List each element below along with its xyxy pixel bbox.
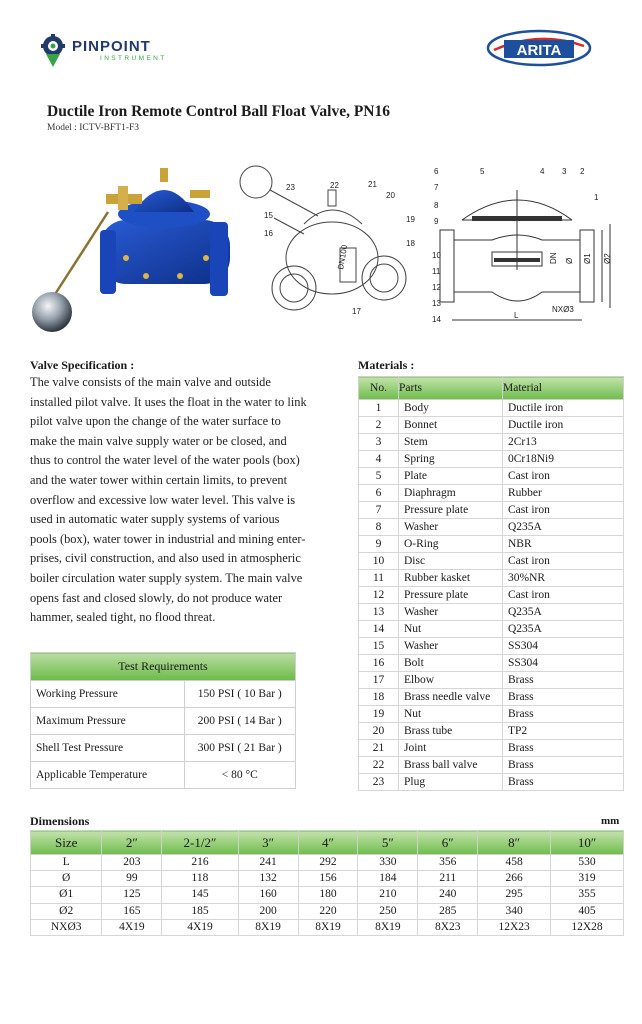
material-no: 3 [359, 434, 399, 451]
callout-4: 4 [540, 167, 545, 176]
material-name: NBR [503, 536, 624, 553]
dim-value: 8X19 [298, 919, 358, 935]
material-part: Brass needle valve [399, 689, 503, 706]
table-row [359, 655, 624, 672]
dim-label: Ø1 [31, 887, 102, 903]
spec-line: used in automatic water supply systems of various [30, 512, 280, 527]
page-title: Ductile Iron Remote Control Ball Float Valve, PN16 [47, 103, 390, 120]
material-no: 6 [359, 485, 399, 502]
dim-value: 125 [102, 887, 162, 903]
material-name: Cast iron [503, 553, 624, 570]
dim-value: 165 [102, 903, 162, 919]
dim-value: 405 [551, 903, 624, 919]
material-part: Pressure plate [399, 502, 503, 519]
dim-value: 292 [298, 855, 358, 871]
table-row [359, 774, 624, 791]
callout-14: 14 [432, 315, 441, 324]
test-value: 200 PSI ( 14 Bar ) [184, 708, 296, 735]
dim-value: 330 [358, 855, 418, 871]
material-no: 19 [359, 706, 399, 723]
dim-value: 530 [551, 855, 624, 871]
table-row [359, 400, 624, 417]
table-row [31, 855, 624, 871]
brand-name: PINPOINT [72, 38, 151, 55]
dim-label: NXØ3 [31, 919, 102, 935]
callout-19: 19 [406, 215, 415, 224]
callout-6: 6 [434, 167, 439, 176]
spec-line: hammer, sealed tight, no flood threat. [30, 610, 216, 625]
callout-8: 8 [434, 201, 439, 210]
spec-line: pilot valve upon the change of the water surface to [30, 414, 281, 429]
callout-17: 17 [352, 307, 361, 316]
material-no: 20 [359, 723, 399, 740]
table-row [359, 638, 624, 655]
table-row [359, 587, 624, 604]
table-row [31, 735, 296, 762]
material-name: Brass [503, 757, 624, 774]
material-name: Rubber [503, 485, 624, 502]
material-name: SS304 [503, 655, 624, 672]
table-row [359, 706, 624, 723]
material-part: Washer [399, 604, 503, 621]
callout-10: 10 [432, 251, 441, 260]
material-name: Brass [503, 774, 624, 791]
dim-diameter-1: Ø1 [583, 253, 592, 264]
dim-value: 184 [358, 871, 418, 887]
col-size-value: 4″ [298, 831, 358, 855]
spec-line: thus to control the water level of the water pools (box) [30, 453, 300, 468]
material-part: Rubber kasket [399, 570, 503, 587]
spec-line: make the main valve supply water or be closed, and [30, 433, 287, 448]
callout-15: 15 [264, 211, 273, 220]
material-name: Cast iron [503, 502, 624, 519]
table-row [359, 485, 624, 502]
dim-value: 220 [298, 903, 358, 919]
dim-diameter: Ø [565, 257, 574, 264]
table-row [359, 757, 624, 774]
callout-18: 18 [406, 239, 415, 248]
dim-value: 156 [298, 871, 358, 887]
material-no: 12 [359, 587, 399, 604]
table-row [31, 903, 624, 919]
col-size-value: 5″ [358, 831, 418, 855]
table-row [31, 871, 624, 887]
callout-13: 13 [432, 299, 441, 308]
material-name: SS304 [503, 638, 624, 655]
material-part: Brass tube [399, 723, 503, 740]
table-row [359, 604, 624, 621]
dim-value: 200 [238, 903, 298, 919]
material-part: Nut [399, 706, 503, 723]
dim-value: 458 [478, 855, 551, 871]
dim-value: 99 [102, 871, 162, 887]
material-no: 23 [359, 774, 399, 791]
dim-value: 210 [358, 887, 418, 903]
pinpoint-logo [40, 34, 167, 68]
material-no: 8 [359, 519, 399, 536]
callout-20: 20 [386, 191, 395, 200]
material-no: 10 [359, 553, 399, 570]
dim-value: 12X23 [478, 919, 551, 935]
material-name: Brass [503, 740, 624, 757]
material-no: 9 [359, 536, 399, 553]
dim-dn: DN [549, 252, 558, 264]
table-row [359, 689, 624, 706]
material-name: 30%NR [503, 570, 624, 587]
dim-value: 356 [418, 855, 478, 871]
dim-diameter-2: Ø2 [603, 253, 612, 264]
material-name: Brass [503, 689, 624, 706]
spec-line: overflow and excessive low water level. This valve is [30, 492, 296, 507]
material-name: Cast iron [503, 468, 624, 485]
material-part: Diaphragm [399, 485, 503, 502]
material-part: Nut [399, 621, 503, 638]
gear-pin-icon [40, 34, 66, 68]
table-row [359, 451, 624, 468]
material-no: 14 [359, 621, 399, 638]
material-part: Elbow [399, 672, 503, 689]
table-row [359, 434, 624, 451]
dim-value: 285 [418, 903, 478, 919]
col-parts: Parts [399, 377, 503, 400]
material-no: 21 [359, 740, 399, 757]
dim-value: 241 [238, 855, 298, 871]
test-value: 300 PSI ( 21 Bar ) [184, 735, 296, 762]
material-no: 18 [359, 689, 399, 706]
callout-1: 1 [594, 193, 599, 202]
dim-value: 355 [551, 887, 624, 903]
dim-label: Ø [31, 871, 102, 887]
material-no: 17 [359, 672, 399, 689]
dim-value: 211 [418, 871, 478, 887]
col-size-value: 10″ [551, 831, 624, 855]
dim-bolt-holes: NXØ3 [552, 305, 574, 314]
dim-label: Ø2 [31, 903, 102, 919]
assembly-drawing [234, 160, 420, 340]
callout-22: 22 [330, 181, 339, 190]
material-part: Plug [399, 774, 503, 791]
table-row [359, 723, 624, 740]
callout-7: 7 [434, 183, 439, 192]
test-label: Shell Test Pressure [31, 735, 185, 762]
material-no: 2 [359, 417, 399, 434]
brand-sub: INSTRUMENT [100, 55, 167, 62]
table-row [31, 887, 624, 903]
col-size: Size [31, 831, 102, 855]
table-row [359, 621, 624, 638]
spec-line: opens fast and closed slowly, do not produce water [30, 590, 283, 605]
material-name: 2Cr13 [503, 434, 624, 451]
material-name: Q235A [503, 621, 624, 638]
materials-table [358, 376, 624, 791]
material-no: 7 [359, 502, 399, 519]
dim-value: 12X28 [551, 919, 624, 935]
dim-value: 8X19 [358, 919, 418, 935]
col-size-value: 8″ [478, 831, 551, 855]
callout-16: 16 [264, 229, 273, 238]
callout-21: 21 [368, 180, 377, 189]
table-row [359, 536, 624, 553]
material-name: TP2 [503, 723, 624, 740]
test-label: Maximum Pressure [31, 708, 185, 735]
dim-value: 319 [551, 871, 624, 887]
col-size-value: 2-1/2″ [162, 831, 238, 855]
spec-line: installed pilot valve. It uses the float in the water to link [30, 394, 307, 409]
material-name: 0Cr18Ni9 [503, 451, 624, 468]
spec-line: prises, civil construction, and also used in atmospheric [30, 551, 301, 566]
material-name: Cast iron [503, 587, 624, 604]
col-size-value: 2″ [102, 831, 162, 855]
spec-line: pools (box), water tower in industrial and mining enter- [30, 531, 306, 546]
dim-value: 118 [162, 871, 238, 887]
dim-value: 4X19 [102, 919, 162, 935]
material-part: Bonnet [399, 417, 503, 434]
spec-text [30, 373, 340, 628]
dim-value: 250 [358, 903, 418, 919]
table-row [359, 740, 624, 757]
material-part: Stem [399, 434, 503, 451]
dim-value: 266 [478, 871, 551, 887]
material-part: Joint [399, 740, 503, 757]
table-row [359, 672, 624, 689]
section-drawing [422, 160, 622, 332]
material-part: O-Ring [399, 536, 503, 553]
table-row [31, 681, 296, 708]
dimensions-heading: Dimensions [30, 814, 90, 828]
table-row [359, 502, 624, 519]
dimensions-unit: mm [601, 815, 620, 827]
dim-value: 8X19 [238, 919, 298, 935]
callout-3: 3 [562, 167, 567, 176]
dim-value: 295 [478, 887, 551, 903]
material-no: 22 [359, 757, 399, 774]
callout-23: 23 [286, 183, 295, 192]
dim-value: 340 [478, 903, 551, 919]
material-name: Ductile iron [503, 417, 624, 434]
table-row [31, 919, 624, 935]
col-size-value: 6″ [418, 831, 478, 855]
spec-line: and the water tower within certain limits, to prevent [30, 472, 288, 487]
materials-heading: Materials : [358, 358, 415, 372]
material-name: Q235A [503, 604, 624, 621]
material-part: Body [399, 400, 503, 417]
material-no: 13 [359, 604, 399, 621]
arita-logo [486, 28, 592, 68]
material-no: 4 [359, 451, 399, 468]
dim-value: 185 [162, 903, 238, 919]
table-row [359, 468, 624, 485]
material-part: Washer [399, 638, 503, 655]
material-part: Bolt [399, 655, 503, 672]
dim-label: L [31, 855, 102, 871]
callout-11: 11 [432, 267, 441, 276]
test-label: Applicable Temperature [31, 762, 185, 789]
arita-logo-text: ARITA [516, 42, 562, 59]
material-part: Washer [399, 519, 503, 536]
material-part: Plate [399, 468, 503, 485]
model-number: Model : ICTV-BFT1-F3 [47, 123, 140, 133]
dim-value: 132 [238, 871, 298, 887]
test-value: < 80 °C [184, 762, 296, 789]
dim-length: L [514, 311, 519, 320]
material-part: Disc [399, 553, 503, 570]
col-size-value: 3″ [238, 831, 298, 855]
material-name: Brass [503, 706, 624, 723]
dim-value: 8X23 [418, 919, 478, 935]
dim-value: 216 [162, 855, 238, 871]
table-row [359, 553, 624, 570]
material-name: Brass [503, 672, 624, 689]
spec-heading: Valve Specification : [30, 358, 135, 372]
callout-12: 12 [432, 283, 441, 292]
callout-9: 9 [434, 217, 439, 226]
material-no: 16 [359, 655, 399, 672]
dim-value: 240 [418, 887, 478, 903]
table-row [359, 570, 624, 587]
material-part: Spring [399, 451, 503, 468]
material-part: Pressure plate [399, 587, 503, 604]
valve-photo [30, 160, 240, 350]
dimensions-table [30, 830, 624, 936]
callout-5: 5 [480, 167, 485, 176]
material-no: 11 [359, 570, 399, 587]
material-no: 1 [359, 400, 399, 417]
dim-value: 4X19 [162, 919, 238, 935]
table-row [359, 519, 624, 536]
material-part: Brass ball valve [399, 757, 503, 774]
table-row [359, 417, 624, 434]
spec-line: boiler circulation water supply system. The main valve [30, 570, 303, 585]
material-name: Q235A [503, 519, 624, 536]
test-value: 150 PSI ( 10 Bar ) [184, 681, 296, 708]
table-row [31, 708, 296, 735]
test-heading: Test Requirements [31, 653, 296, 681]
material-no: 15 [359, 638, 399, 655]
col-material: Material [503, 377, 624, 400]
table-row [31, 762, 296, 789]
col-no: No. [359, 377, 399, 400]
spec-line: The valve consists of the main valve and outside [30, 375, 271, 389]
dim-value: 180 [298, 887, 358, 903]
test-requirements-table [30, 652, 296, 789]
material-name: Ductile iron [503, 400, 624, 417]
dim-value: 203 [102, 855, 162, 871]
body-marking: DN100 [336, 244, 350, 271]
dim-value: 145 [162, 887, 238, 903]
test-label: Working Pressure [31, 681, 185, 708]
dim-value: 160 [238, 887, 298, 903]
callout-2: 2 [580, 167, 585, 176]
material-no: 5 [359, 468, 399, 485]
